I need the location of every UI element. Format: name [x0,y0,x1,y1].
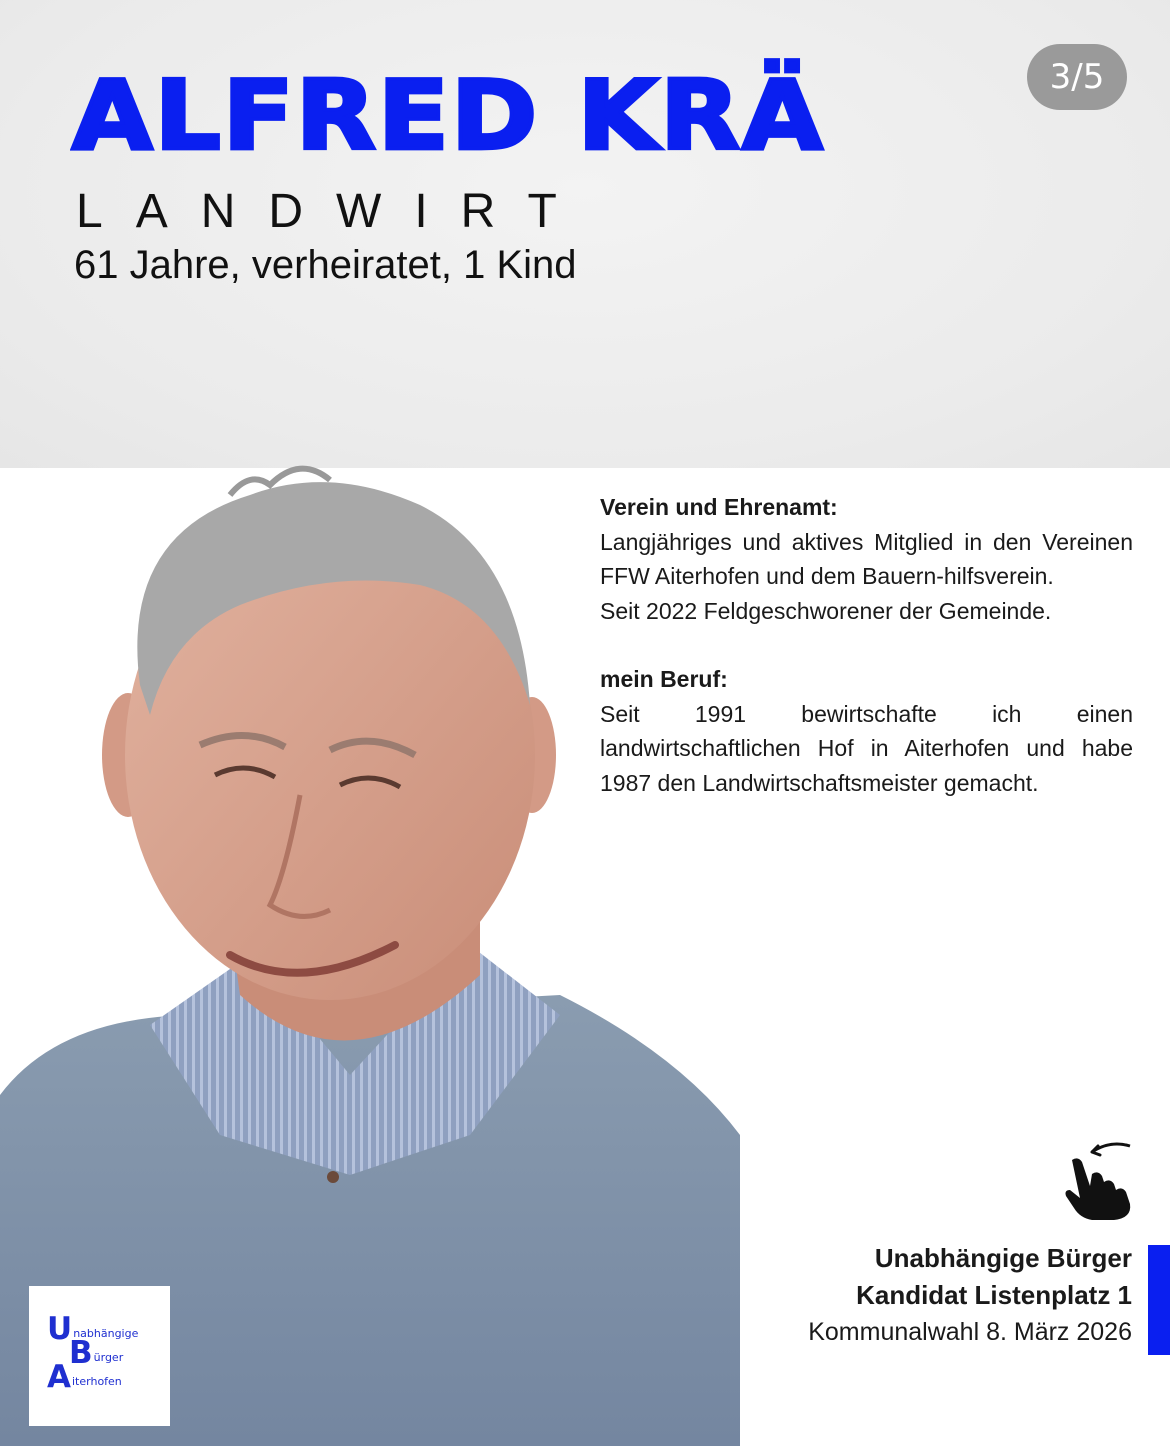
candidate-list-position: Kandidat Listenplatz 1 [856,1280,1132,1310]
section-heading-beruf: mein Beruf: [600,666,728,692]
candidate-details: 61 Jahre, verheiratet, 1 Kind [74,243,577,287]
logo-row-1: U nabhängige [47,1311,139,1347]
candidate-profession: LANDWIRT [76,185,590,238]
accent-bar [1148,1245,1170,1355]
election-date: Kommunalwahl 8. März 2026 [808,1318,1132,1346]
party-logo [29,1286,170,1426]
section-text-verein-2: Seit 2022 Feldgeschworener der Gemeinde. [600,597,1052,624]
section-text-beruf: Seit 1991 bewirtschafte ich einen landwirtschaftlichen Hof in Aiterhofen und habe 1987 den Landwirtschaftsmeister gemacht. [600,700,1133,796]
party-block [808,1240,1132,1351]
party-name: Unabhängige Bürger [874,1243,1132,1273]
logo-row-3: A iterhofen [47,1359,122,1395]
page-indicator: 3/5 [1027,44,1127,110]
section-text-verein: Langjähriges und aktives Mitglied in den Vereinen FFW Aiterhofen und dem Bauern-hilfsverein. [600,528,1133,589]
logo-row-2: B ürger [69,1335,124,1371]
swipe-hand-icon [1058,1138,1138,1222]
candidate-name: ALFRED KRÄ [72,59,825,172]
section-heading-verein: Verein und Ehrenamt: [600,494,838,520]
